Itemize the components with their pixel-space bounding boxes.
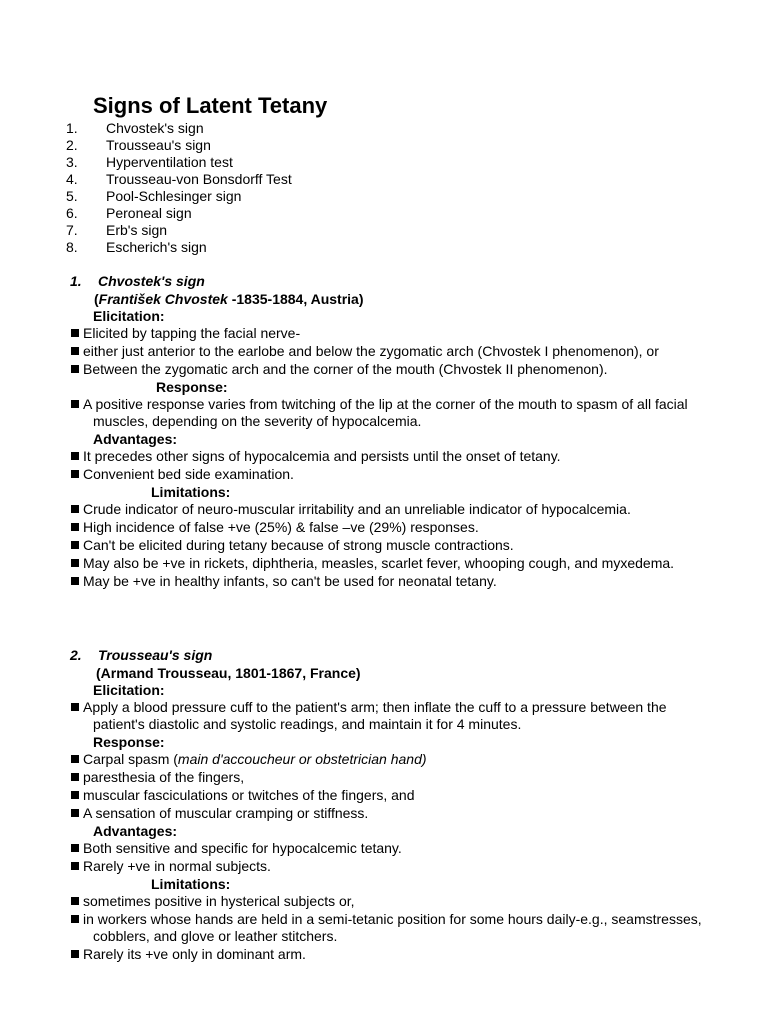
- page-title: Signs of Latent Tetany: [93, 93, 328, 118]
- section-trousseau: [66, 647, 746, 964]
- bullet-item: either just anterior to the earlobe and below the zygomatic arch (Chvostek I phenomenon), or: [66, 343, 703, 360]
- bullet-item: Between the zygomatic arch and the corner of the mouth (Chvostek II phenomenon).: [66, 361, 703, 378]
- bullet-item: High incidence of false +ve (25%) & false –ve (29%) responses.: [66, 519, 703, 536]
- bullet-square-icon: [71, 862, 79, 870]
- bullet-square-icon: [71, 365, 79, 373]
- bullet-square-icon: [71, 577, 79, 585]
- bullet-square-icon: [71, 452, 79, 460]
- bullet-square-icon: [71, 703, 79, 711]
- bullet-square-icon: [71, 950, 79, 958]
- list-text: Pool-Schlesinger sign: [106, 188, 242, 204]
- bullet-item: May also be +ve in rickets, diphtheria, measles, scarlet fever, whooping cough, and myxedema.: [66, 555, 703, 572]
- bullet-item: Rarely its +ve only in dominant arm.: [66, 946, 703, 963]
- bullet-item: Elicited by tapping the facial nerve-: [66, 325, 699, 342]
- bullet-item: sometimes positive in hysterical subjects or,: [66, 893, 703, 910]
- bullet-square-icon: [71, 897, 79, 905]
- elicitation-label: Elicitation:: [93, 308, 165, 324]
- list-text: Erb's sign: [106, 222, 168, 238]
- limitations-label: Limitations:: [151, 484, 231, 500]
- list-text: Chvostek's sign: [106, 120, 204, 136]
- elicitation-label: Elicitation:: [93, 682, 165, 698]
- list-number: 7.: [66, 222, 78, 238]
- bullet-item: Crude indicator of neuro-muscular irritability and an unreliable indicator of hypocalcemia.: [66, 501, 703, 518]
- attribution-person: František Chvostek: [98, 291, 228, 307]
- bullet-item: A positive response varies from twitching of the lip at the corner of the mouth to spasm of all facial muscles, depending on the severity of hypocalcemia.: [66, 396, 703, 430]
- bullet-square-icon: [71, 791, 79, 799]
- bullet-square-icon: [71, 773, 79, 781]
- bullet-item: A sensation of muscular cramping or stiffness.: [66, 805, 703, 822]
- bullet-square-icon: [71, 400, 79, 408]
- bullet-item: May be +ve in healthy infants, so can't be used for neonatal tetany.: [66, 573, 703, 590]
- bullet-item: muscular fasciculations or twitches of the fingers, and: [66, 787, 703, 804]
- section-attribution: (Armand Trousseau, 1801-1867, France): [96, 665, 361, 681]
- section-title: Trousseau's sign: [98, 647, 213, 663]
- bullet-item: [66, 751, 703, 768]
- bullet-square-icon: [71, 559, 79, 567]
- list-number: 1.: [66, 120, 78, 136]
- list-number: 8.: [66, 239, 78, 255]
- bullet-item: Both sensitive and specific for hypocalcemic tetany.: [66, 840, 703, 857]
- response-label: Response:: [156, 379, 228, 395]
- bullet-item: paresthesia of the fingers,: [66, 769, 703, 786]
- list-number: 4.: [66, 171, 78, 187]
- bullet-item: in workers whose hands are held in a semi-tetanic position for some hours daily-e.g., seamstresses, cobblers, and glove or leather stitchers.: [66, 911, 703, 945]
- bullet-square-icon: [71, 809, 79, 817]
- advantages-label: Advantages:: [93, 823, 178, 839]
- response-italic-text: main d'accoucheur or obstetrician hand): [177, 751, 427, 767]
- bullet-square-icon: [71, 347, 79, 355]
- bullet-square-icon: [71, 470, 79, 478]
- bullet-item: Apply a blood pressure cuff to the patient's arm; then inflate the cuff to a pressure between the patient's diastolic and systolic readings, and maintain it for 4 minutes.: [66, 699, 703, 733]
- bullet-square-icon: [71, 505, 79, 513]
- section-number: 1.: [70, 273, 82, 289]
- bullet-item: It precedes other signs of hypocalcemia and persists until the onset of tetany.: [66, 448, 703, 465]
- list-number: 6.: [66, 205, 78, 221]
- section-heading: [66, 647, 746, 664]
- list-text: Hyperventilation test: [106, 154, 233, 170]
- attribution-detail: -1835-1884, Austria): [227, 291, 364, 307]
- advantages-label: Advantages:: [93, 431, 178, 447]
- list-text: Escherich's sign: [106, 239, 207, 255]
- bullet-item: Can't be elicited during tetany because of strong muscle contractions.: [66, 537, 703, 554]
- bullet-square-icon: [71, 541, 79, 549]
- list-text: Trousseau's sign: [106, 137, 211, 153]
- bullet-item: Convenient bed side examination.: [66, 466, 703, 483]
- section-attribution: [66, 290, 746, 308]
- bullet-square-icon: [71, 329, 79, 337]
- list-text: Trousseau-von Bonsdorff Test: [106, 171, 292, 187]
- list-number: 3.: [66, 154, 78, 170]
- list-number: 2.: [66, 137, 78, 153]
- list-text: Peroneal sign: [106, 205, 192, 221]
- section-title: Chvostek's sign: [98, 273, 205, 289]
- attribution-open: (: [94, 291, 99, 307]
- section-chvostek: [66, 273, 746, 591]
- bullet-item: Rarely +ve in normal subjects.: [66, 858, 703, 875]
- response-text: Carpal spasm (: [83, 751, 178, 767]
- bullet-square-icon: [71, 523, 79, 531]
- bullet-square-icon: [71, 915, 79, 923]
- section-number: 2.: [70, 647, 82, 663]
- response-label: Response:: [93, 734, 165, 750]
- limitations-label: Limitations:: [151, 876, 231, 892]
- bullet-square-icon: [71, 844, 79, 852]
- bullet-square-icon: [71, 755, 79, 763]
- section-heading: [66, 273, 746, 290]
- list-number: 5.: [66, 188, 78, 204]
